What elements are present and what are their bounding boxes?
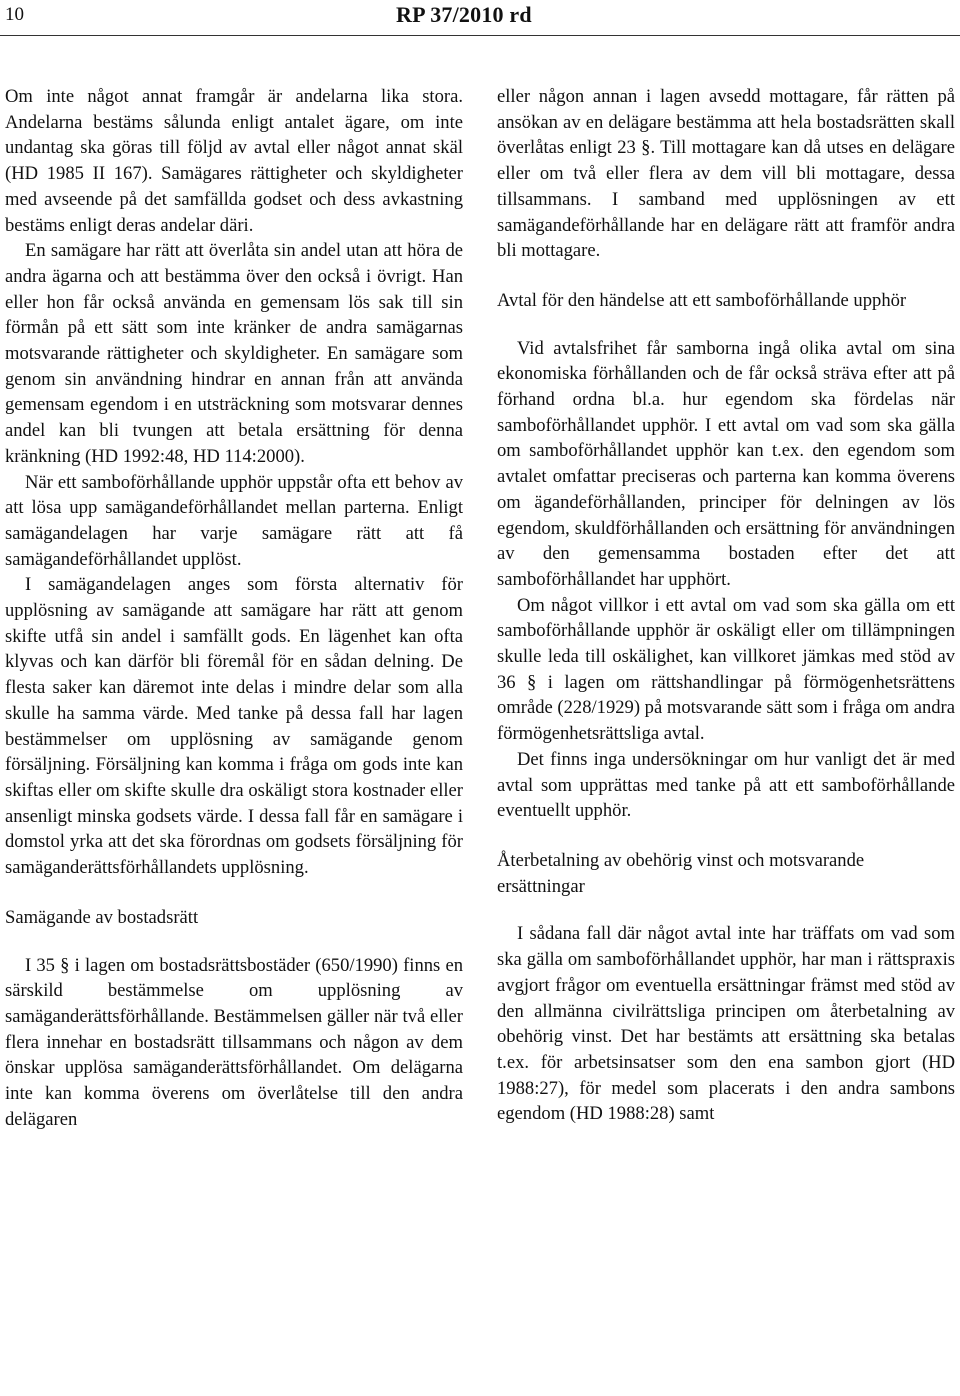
paragraph: I 35 § i lagen om bostadsrättsbostäder (650/1990) finns en särskild bestämmelse om upplösning av samäganderättsförhållande. Bestämmelsen gäller när två eller flera innehar en bostadsrätt tillsammans och någon av dem önskar upplösa samäganderättsförhållandet. Om delägarna inte kan komma överens om överlåtelse till den andra delägaren — [5, 954, 463, 1130]
section-heading: Samägande av bostadsrätt — [5, 906, 199, 928]
page-number: 10 — [5, 4, 24, 25]
paragraph: I samägandelagen anges som första alternativ för upplösning av samägande att samägare har rätt att genom skifte utfå sin andel i samfällt gods. En lägenhet kan ofta klyvas och kan därför bli föremål för en sådan delning. De flesta saker kan däremot inte delas i mindre delar som alla skulle ha samma värde. Med tanke på dessa fall har lagen bestämmelser om upplösning av samägande genom försäljning. Försäljning kan komma i fråga om gods inte kan skiftas eller om skifte skulle dra oskäligt stora kostnader eller ansenligt minska godsets värde. I dessa fall får en samägare i domstol yrka att det ska förordnas om godsets försäljning för samäganderättsförhållandets upplösning. — [5, 574, 463, 879]
spacer — [497, 314, 955, 336]
paragraph: I sådana fall där något avtal inte har träffats om vad som ska gälla om samboförhållandet upphör, har man i rättspraxis avgjort frågor om eventuella ersättningar främst med stöd av den allmänna civilrättsliga principen om återbetalning av obehörig vinst. Det har bestämts att ersättning ska betalas t.ex. för arbetsinsatser som den ena sambon gjort (HD 1988:27), för medel som placerats i den andra sambons egendom (HD 1988:28) samt — [497, 923, 955, 1125]
paragraph: Det finns inga undersökningar om hur vanligt det är med avtal som upprättas med tanke på att ett samboförhållande eventuellt upphör. — [497, 748, 955, 822]
paragraph: Vid avtalsfrihet får samborna ingå olika avtal om sina ekonomiska förhållanden och de får också sträva efter att på förhand ordna bl.a. hur egendom ska fördelas när samboförhållandet upphör. I ett avtal om vad som ska gälla om samboförhållandet upphör kan t.ex. den egendom som avtalet omfattar preciseras och parterna kan komma överens om ägandeförhållanden, principer för delningen av lös egendom, skuldförhållanden och ersättning för användningen av den gemensamma bostaden efter det att samboförhållandet har upphört. — [497, 337, 955, 590]
spacer — [497, 899, 955, 921]
header-divider — [0, 35, 960, 36]
left-column — [5, 84, 463, 1132]
paragraph: eller någon annan i lagen avsedd mottagare, får rätten på ansökan av en delägare bestämma att hela bostadsrätten skall överlåtas enligt 23 §. Till mottagare kan då utses en delägare eller om två eller flera av dem vill bli mottagare, dessa tillsammans. I samband med upplösningen av ett samägandeförhållande har en delägare rätt att framför andra bli mottagare. — [497, 86, 955, 262]
paragraph: Om inte något annat framgår är andelarna lika stora. Andelarna bestäms sålunda enligt antalet ägare, om inte undantag ska göras till följd av avtal eller något annat skäl (HD 1985 II 167). Samägares rättigheter och skyldigheter med avseende på det samfällda godset och dess avkastning bestäms enligt deras andelar däri. — [5, 86, 463, 236]
page-header — [0, 0, 960, 40]
section-heading: Avtal för den händelse att ett samboförhållande upphör — [497, 289, 907, 311]
paragraph: En samägare har rätt att överlåta sin andel utan att höra de andra ägarna och att bestämma över den också i övrigt. Han eller hon får också använda en gemensam lös sak till sin förmån på ett sätt som inte kränker de andra samägarnas motsvarande rättigheter och skyldigheter. En samägare som genom sin användning hindrar en annan från att använda gemensam egendom i en utsträckning som motsvarar dennes andel kan bli tvungen att betala ersättning för denna kränkning (HD 1992:48, HD 114:2000). — [5, 240, 463, 467]
spacer — [5, 931, 463, 953]
section-heading: Återbetalning av obehörig vinst och motsvarande ersättningar — [497, 849, 865, 897]
spacer — [497, 264, 955, 288]
paragraph: Om något villkor i ett avtal om vad som ska gälla om ett samboförhållande upphör är oskäligt eller om tillämpningen skulle leda till oskälighet, kan villkoret jämkas med stöd av 36 § i lagen om rättshandlingar på förmögenhetsrättens område (228/1929) på motsvarande sätt som i fråga om andra förmögenhetsrättsliga avtal. — [497, 594, 955, 745]
right-column — [497, 84, 955, 1127]
document-identifier: RP 37/2010 rd — [396, 2, 532, 27]
paragraph: När ett samboförhållande upphör uppstår ofta ett behov av att lösa upp samägandeförhållandet mellan parterna. Enligt samägandelagen har varje samägare rätt att få samägandeförhållandet upplöst. — [5, 471, 463, 570]
spacer — [497, 824, 955, 848]
spacer — [5, 881, 463, 905]
